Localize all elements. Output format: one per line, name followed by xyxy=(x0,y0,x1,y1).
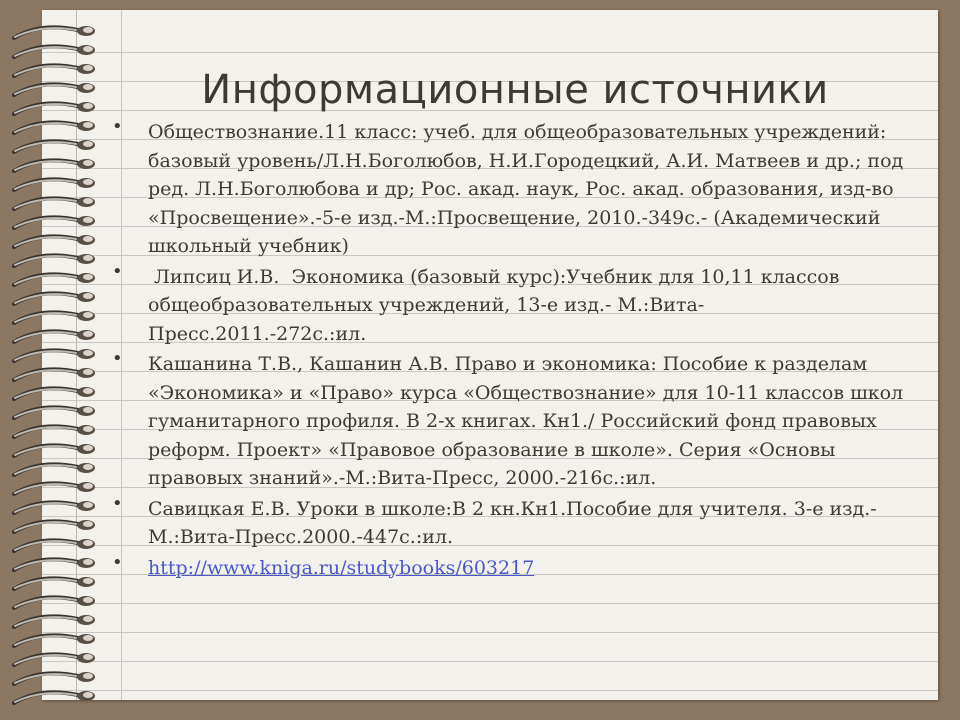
bullet: • xyxy=(112,116,123,137)
reference-item-2 xyxy=(112,260,922,349)
reference-item-5 xyxy=(112,551,922,583)
reference-link[interactable]: http://www.kniga.ru/studybooks/603217 xyxy=(148,556,535,579)
bullet: • xyxy=(112,260,123,282)
reference-text: Савицкая Е.В. Уроки в школе:В 2 кн.Кн1.Пособие для учителя. 3-е изд.-М.:Вита-Пресс.2000.-447с.:ил. xyxy=(148,497,877,548)
bullet: • xyxy=(112,551,123,573)
reference-text: Обществознание.11 класс: учеб. для общеобразовательных учреждений: базовый уровень/Л.Н.Боголюбов, Н.И.Городецкий, А.И. Матвеев и др.; под ред. Л.Н.Боголюбова и др; Рос. акад. наук, Рос. акад. образования, изд-во «Просвещение».-5-е изд.-М.:Просвещение, 2010.-349с.- (Академический школьный учебник) xyxy=(148,121,904,257)
reference-list xyxy=(112,118,922,584)
reference-item-3 xyxy=(112,350,922,493)
reference-text: Липсиц И.В. Экономика (базовый курс):Учебник для 10,11 классов общеобразовательных учреждений, 13-е изд.- М.:Вита-Пресс.2011.-272с.:ил. xyxy=(148,265,846,345)
bullet: • xyxy=(112,348,123,369)
reference-text: Кашанина Т.В., Кашанин А.В. Право и экономика: Пособие к разделам «Экономика» и «Право» курса «Обществознание» для 10-11 классов школ гуманитарного профиля. В 2-х книгах. Кн1./ Российский фонд правовых реформ. Проект» «Правовое образование в школе». Серия «Основы правовых знаний».-М.:Вита-Пресс, 2000.-216с.:ил. xyxy=(148,353,904,489)
reference-item-4 xyxy=(112,492,922,552)
reference-item-1 xyxy=(112,118,922,261)
bullet: • xyxy=(112,492,123,514)
margin-line xyxy=(76,10,77,700)
slide-title: Информационные источники xyxy=(201,66,829,113)
